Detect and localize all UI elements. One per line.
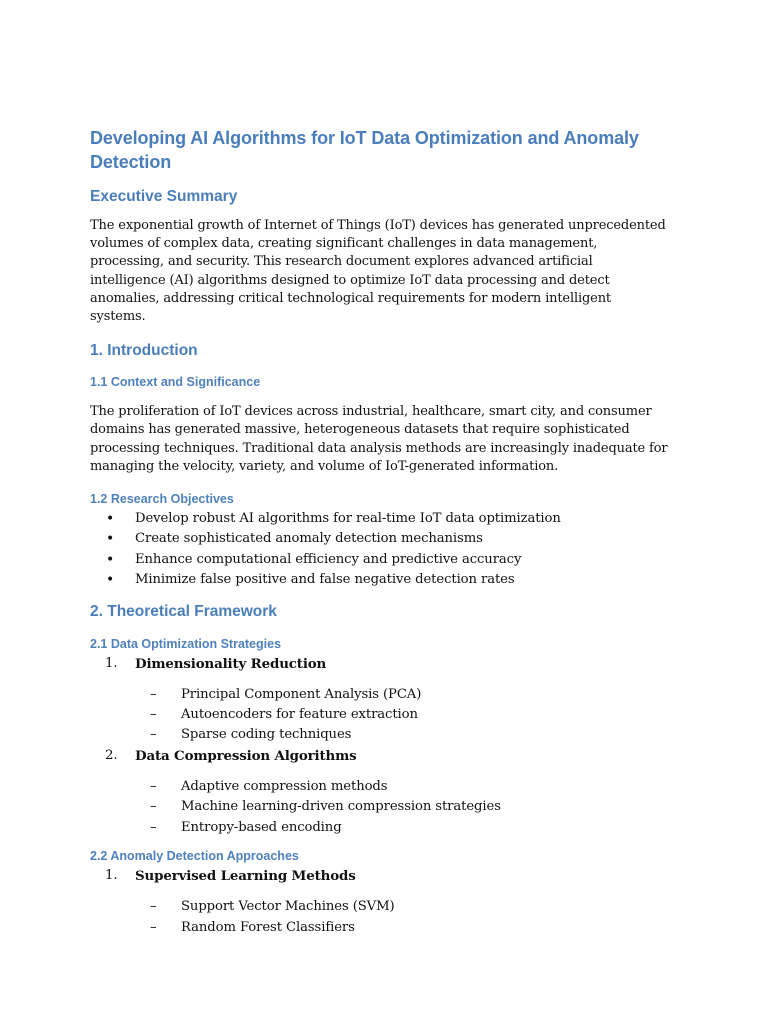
- list-item: • Develop robust AI algorithms for real-time IoT data optimization: [90, 509, 668, 529]
- objectives-list: [90, 509, 668, 591]
- numbered-item: [90, 746, 668, 766]
- dash-icon: –: [150, 819, 157, 835]
- framework-heading: 2. Theoretical Framework: [90, 602, 277, 620]
- list-item: – Random Forest Classifiers: [90, 918, 668, 938]
- list-item: • Enhance computational efficiency and predictive accuracy: [90, 550, 668, 570]
- sub-list: [90, 777, 668, 838]
- dash-icon: –: [150, 919, 157, 935]
- list-item: • Create sophisticated anomaly detection mechanisms: [90, 529, 668, 549]
- item-label: Dimensionality Reduction: [135, 655, 327, 672]
- list-item: – Machine learning-driven compression strategies: [90, 797, 668, 817]
- context-paragraph: The proliferation of IoT devices across industrial, healthcare, smart city, and consumer domains has generated massive, heterogeneous datasets that require sophisticated processing techniques. Traditional data analysis methods are increasingly inadequate for managing the velocity, variety, and volume of IoT-generated information.: [90, 404, 668, 474]
- dash-icon: –: [150, 778, 157, 794]
- numbered-item: [90, 654, 668, 674]
- context-heading: 1.1 Context and Significance: [90, 375, 261, 390]
- list-item: • Minimize false positive and false negative detection rates: [90, 570, 668, 590]
- dash-icon: –: [150, 799, 157, 815]
- numbered-item: [90, 866, 668, 886]
- anomaly-heading: 2.2 Anomaly Detection Approaches: [90, 849, 299, 864]
- optimization-heading: 2.1 Data Optimization Strategies: [90, 636, 282, 651]
- item-label: Supervised Learning Methods: [135, 868, 356, 885]
- bullet-icon: •: [106, 551, 115, 568]
- list-item: – Sparse coding techniques: [90, 725, 668, 745]
- dash-icon: –: [150, 727, 157, 743]
- item-number: 2.: [105, 747, 118, 763]
- dash-icon: –: [150, 899, 157, 915]
- bullet-icon: •: [106, 531, 115, 548]
- list-item: – Adaptive compression methods: [90, 777, 668, 797]
- sub-list: [90, 685, 668, 746]
- item-number: 1.: [105, 868, 118, 884]
- executive-summary-paragraph: The exponential growth of Internet of Things (IoT) devices has generated unprecedented volumes of complex data, creating significant challenges in data management, processing, and security. This research document explores advanced artificial intelligence (AI) algorithms designed to optimize IoT data processing and detect anomalies, addressing critical technological requirements for modern intelligent systems.: [90, 218, 666, 325]
- list-item: – Autoencoders for feature extraction: [90, 705, 668, 725]
- bullet-icon: •: [106, 572, 115, 589]
- objectives-heading: 1.2 Research Objectives: [90, 492, 234, 507]
- item-number: 1.: [105, 655, 118, 671]
- document-title: Developing AI Algorithms for IoT Data Optimization and Anomaly Detection: [90, 128, 639, 172]
- sub-list: [90, 897, 668, 938]
- bullet-icon: •: [106, 511, 115, 528]
- list-item: – Support Vector Machines (SVM): [90, 897, 668, 917]
- list-item: – Principal Component Analysis (PCA): [90, 685, 668, 705]
- dash-icon: –: [150, 707, 157, 723]
- executive-summary-heading: Executive Summary: [90, 188, 238, 205]
- list-item: – Entropy-based encoding: [90, 818, 668, 838]
- item-label: Data Compression Algorithms: [135, 747, 357, 764]
- dash-icon: –: [150, 686, 157, 702]
- introduction-heading: 1. Introduction: [90, 342, 198, 360]
